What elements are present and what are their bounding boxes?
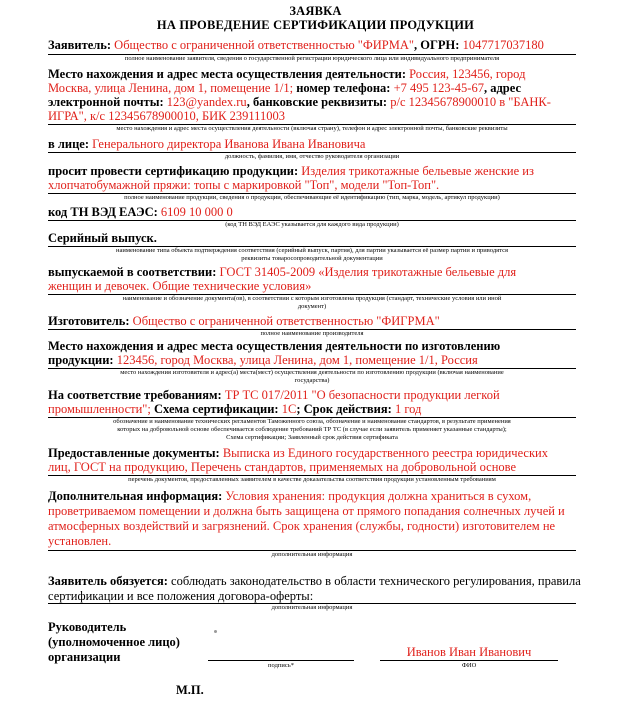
produced-value-2: женщин и девочек. Общие технические условия» <box>48 279 312 293</box>
location-value-2: Москва, улица Ленина, дом 1, помещение 1/1; <box>48 81 294 95</box>
manufacturer-label: Изготовитель: <box>48 314 130 328</box>
ogrn-label: , ОГРН: <box>414 38 460 52</box>
person-caption: должность, фамилия, имя, отчество руководителя организации <box>224 153 400 160</box>
signature-caption: подпись* <box>268 662 294 669</box>
obligation-line-1 <box>48 574 581 589</box>
location-line-2 <box>48 81 521 96</box>
documents-caption: перечень документов, предоставленных заявителем в качестве доказательства соответствия продукции установленным требованиям <box>128 476 496 483</box>
produced-line-1 <box>48 265 516 280</box>
location-line-4 <box>48 109 285 124</box>
mfr-location-caption-1: место нахождения изготовителя и адрес(а) места(мест) осуществления деятельности по изготовлению продукции (включая наименование <box>120 369 504 376</box>
signature-line[interactable] <box>208 660 354 661</box>
obligation-text-1: соблюдать законодательство в области технического регулирования, правила <box>171 574 581 588</box>
obligation-text-2: сертификации и все положения договора-оферты: <box>48 589 314 603</box>
tnved-caption: (код ТН ВЭД ЕАЭС указывается для каждого вида продукции) <box>225 221 399 228</box>
additional-line-1 <box>48 489 531 504</box>
location-value-1: Россия, 123456, город <box>409 67 526 81</box>
tnved-value: 6109 10 000 0 <box>160 205 233 219</box>
signature-label-1: Руководитель <box>48 620 127 634</box>
applicant-value: Общество с ограниченной ответственностью "ФИРМА" <box>114 38 414 52</box>
mfr-location-label-2: продукции: <box>48 353 114 367</box>
serial-value: Серийный выпуск. <box>48 231 157 245</box>
applicant-line <box>48 38 544 53</box>
doc-title: ЗАЯВКА <box>289 4 342 18</box>
produced-caption-1: наименование и обозначение документа(ов), в соответствии с которым изготовлена продукция (стандарт, технические условия или иной <box>122 295 502 302</box>
mfr-location-line-2 <box>48 353 478 368</box>
requirements-value-2: промышленности"; <box>48 402 151 416</box>
manufacturer-line <box>48 314 440 329</box>
request-value-2: хлопчатобумажной пряжи: топы с маркировкой "Топ", модели "Топ-Топ". <box>48 178 440 192</box>
additional-label: Дополнительная информация: <box>48 489 223 503</box>
serial-caption-1: наименование типа объекта подтверждения соответствия (серийный выпуск, партия), для партии указывается её размер партии и приводятся <box>116 247 508 254</box>
serial-caption-2: реквизиты товаросопроводительной документации <box>241 255 383 262</box>
request-line-1 <box>48 164 534 179</box>
ogrn-value: 1047717037180 <box>462 38 544 52</box>
requirements-caption-2: которых на добровольной основе обеспечивается соблюдение требований ТР ТС (в случае если заявитель применяет указанные стандарты); <box>117 426 507 433</box>
additional-value-3: атмосферных воздействий и загрязнений. Срок хранения (службы, годности) изготовителем не <box>48 519 556 533</box>
email-value: 123@yandex.ru <box>166 95 247 109</box>
documents-line-2 <box>48 460 516 475</box>
requirements-label: На соответствие требованиям: <box>48 388 222 402</box>
additional-caption: дополнительная информация <box>271 551 353 558</box>
fio-line <box>380 660 558 661</box>
signature-label-2: (уполномоченное лицо) <box>48 635 180 649</box>
bank-value-2: ИГРА", к/с 12345678900010, БИК 239111003 <box>48 109 285 123</box>
documents-value-2: лиц, ГОСТ на продукцию, Перечень стандартов, применяемых на добровольной основе <box>48 460 517 474</box>
manufacturer-caption: полное наименование производителя <box>260 330 364 337</box>
term-value: 1 год <box>394 402 422 416</box>
produced-line-2 <box>48 279 311 294</box>
email-addr-label: , адрес <box>483 81 521 95</box>
request-value-1: Изделия трикотажные бельевые женские из <box>301 164 534 178</box>
location-line-3 <box>48 95 551 110</box>
phone-label: номер телефона: <box>296 81 391 95</box>
phone-value: +7 495 123-45-67 <box>393 81 484 95</box>
documents-label: Предоставленные документы: <box>48 446 220 460</box>
obligation-label: Заявитель обязуется: <box>48 574 168 588</box>
additional-value-2: проветриваемом помещении и должна быть защищена от прямого попадания солнечных лучей и <box>48 504 565 518</box>
bank-value-1: р/с 12345678900010 в "БАНК- <box>390 95 551 109</box>
mfr-location-value: 123456, город Москва, улица Ленина, дом 1, помещение 1/1, Россия <box>116 353 478 367</box>
tnved-line <box>48 205 233 220</box>
term-label: ; Срок действия: <box>296 402 392 416</box>
requirements-caption-1: обозначение и наименование технических регламентов Таможенного союза, обозначение и наименование стандартов, в результате применения <box>113 418 511 425</box>
additional-value-4: установлен. <box>48 534 112 548</box>
tnved-label: код ТН ВЭД ЕАЭС: <box>48 205 158 219</box>
stamp-label: М.П. <box>176 683 204 697</box>
location-caption: место нахождения и адрес места осуществления деятельности (включая страну), телефон и адрес электронной почты, банковские реквизиты <box>116 125 508 132</box>
produced-label: выпускаемой в соответствии: <box>48 265 217 279</box>
documents-value-1: Выписка из Единого государственного реестра юридических <box>222 446 548 460</box>
additional-value-1: Условия хранения: продукция должна храниться в сухом, <box>225 489 532 503</box>
location-line-1 <box>48 67 525 82</box>
person-label: в лице: <box>48 137 90 151</box>
doc-subtitle: НА ПРОВЕДЕНИЕ СЕРТИФИКАЦИИ ПРОДУКЦИИ <box>156 18 475 32</box>
mfr-location-label-1: Место нахождения и адрес места осуществления деятельности по изготовлению <box>48 339 501 353</box>
obligation-caption: дополнительная информация <box>271 604 353 611</box>
location-label: Место нахождения и адрес места осуществления деятельности: <box>48 67 406 81</box>
requirements-value-1: ТР ТС 017/2011 "О безопасности продукции легкой <box>224 388 500 402</box>
mfr-location-caption-2: государства) <box>294 377 330 384</box>
documents-line-1 <box>48 446 548 461</box>
person-value: Генерального директора Иванова Ивана Ивановича <box>92 137 366 151</box>
manufacturer-value: Общество с ограниченной ответственностью "ФИГРМА" <box>132 314 440 328</box>
requirements-caption-3: Схема сертификации; Заявленный срок действия сертификата <box>226 434 398 441</box>
scheme-value: 1С <box>281 402 297 416</box>
applicant-label: Заявитель: <box>48 38 112 52</box>
requirements-line-1 <box>48 388 500 403</box>
applicant-caption: полное наименование заявителя, сведения о государственной регистрации юридического лица или индивидуального предпринимателя <box>124 55 500 62</box>
produced-caption-2: документ) <box>297 303 327 310</box>
produced-value-1: ГОСТ 31405-2009 «Изделия трикотажные бельевые для <box>219 265 517 279</box>
signatory-name: Иванов Иван Иванович <box>406 645 532 659</box>
signature-label-3: организации <box>48 650 121 664</box>
request-label: просит провести сертификацию продукции: <box>48 164 299 178</box>
request-line-2 <box>48 178 439 193</box>
fio-caption: ФИО <box>461 662 477 669</box>
scheme-label: Схема сертификации: <box>154 402 279 416</box>
person-line <box>48 137 365 152</box>
bank-label: , банковские реквизиты: <box>246 95 388 109</box>
email-label: электронной почты: <box>48 95 164 109</box>
requirements-line-2 <box>48 402 421 417</box>
request-caption: полное наименование продукции, сведения о продукции, обеспечивающие её идентификацию (тип, марка, модель, артикул продукции) <box>124 194 500 201</box>
dot-mark <box>214 630 217 633</box>
